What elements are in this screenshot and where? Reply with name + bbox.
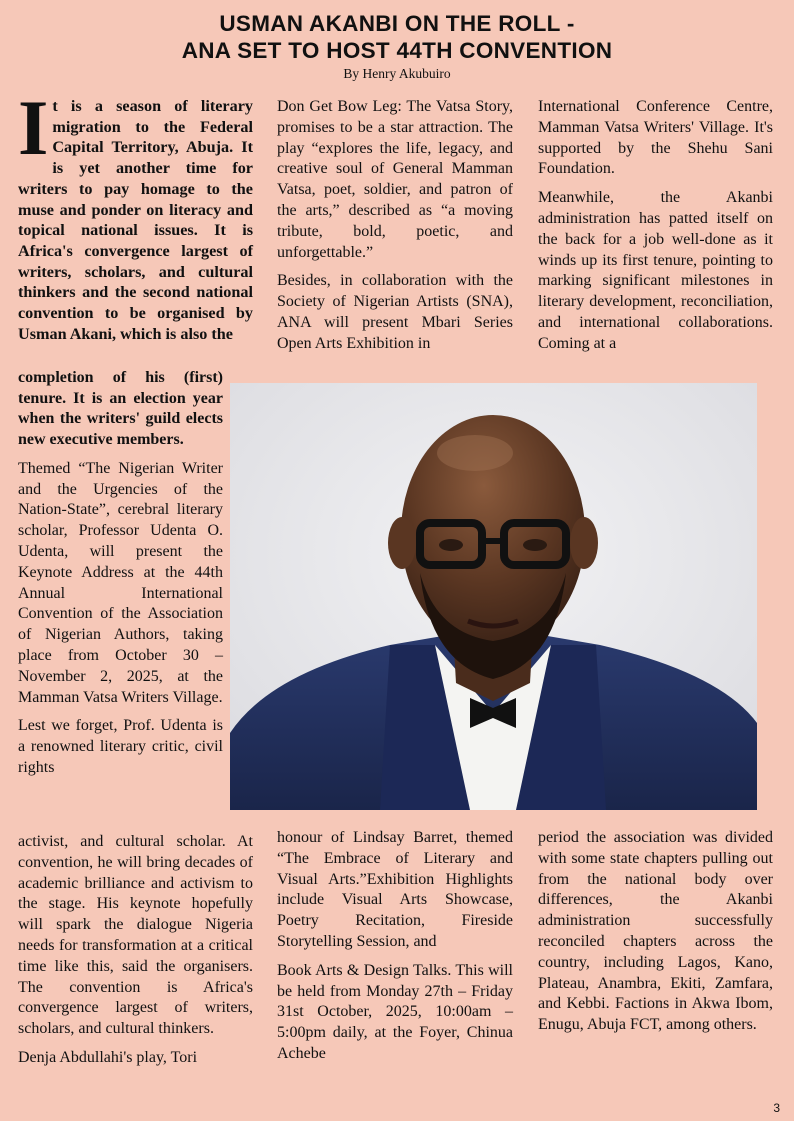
book-arts-paragraph: Book Arts & Design Talks. This will be held from Monday 27th – Friday 31st October, 2025, 10:00am – 5:00pm daily, at the Foyer, Chinua Achebe — [277, 961, 513, 1062]
column-1-narrow — [18, 368, 223, 779]
play-paragraph: Don Get Bow Leg: The Vatsa Story, promises to be a star attraction. The play “explores the life, legacy, and creative soul of General Mamman Vatsa, poet, soldier, and patron of the arts,” described as “a moving tribute, bold, poetic, and unforgettable.” — [277, 98, 513, 261]
venue-paragraph: International Conference Centre, Mamman Vatsa Writers' Village. It's supported by the Shehu Sani Foundation. — [538, 98, 773, 178]
portrait-photo — [230, 383, 757, 810]
page-number: 3 — [773, 1101, 780, 1115]
drop-cap: I — [18, 84, 49, 171]
honour-paragraph: honour of Lindsay Barret, themed “The Embrace of Literary and Visual Arts.”Exhibition Highlights include Visual Arts Showcase, Poetry Recitation, Fireside Storytelling Session, and — [277, 829, 513, 950]
intro-text: t is a season of literary migration to the Federal Capital Territory, Abuja. It is yet another time for writers to pay homage to the muse and ponder on literacy and topical national issues. It is Africa's convergence largest of writers, scholars, and cultural thinkers and the second national convention to be organised by Usman Akani, which is also the — [18, 97, 253, 343]
column-3-top — [538, 97, 773, 363]
administration-paragraph: Meanwhile, the Akanbi administration has patted itself on the back for a job well-done as it winds up its first tenure, pointing to marking significant milestones in literary development, reconciliation, and international collaborations. Coming at a — [538, 189, 773, 352]
column-1-bottom — [18, 832, 253, 1077]
column-1-top — [18, 84, 253, 344]
headline-line-2: ANA SET TO HOST 44TH CONVENTION — [181, 38, 613, 63]
headline-line-1: USMAN AKANBI ON THE ROLL - — [219, 11, 575, 36]
denja-paragraph: Denja Abdullahi's play, Tori — [18, 1048, 198, 1066]
keynote-paragraph: Themed “The Nigerian Writer and the Urgencies of the Nation-State”, cerebral literary scholar, Professor Udenta O. Udenta, will present the Keynote Address at the 44th Annual International Convention of the Association of Nigerian Authors, taking place from October 30 – November 2, 2025, at the Mamman Vatsa Writers Village. — [18, 459, 223, 706]
intro-continued: completion of his (first) tenure. It is an election year when the writers' guild elects new executive members. — [18, 369, 223, 449]
exhibition-paragraph: Besides, in collaboration with the Society of Nigerian Artists (SNA), ANA will present Mbari Series Open Arts Exhibition in — [277, 272, 513, 352]
udenta-paragraph-start: Lest we forget, Prof. Udenta is a renowned literary critic, civil rights — [18, 717, 223, 776]
udenta-paragraph-cont: activist, and cultural scholar. At convention, he will bring decades of academic brilliance and activism to the stage. His keynote hopefully will spark the dialogue Nigeria needs for transformation at a critical time like this, said the organisers. The convention is Africa's convergence largest of writers, scholars, and cultural thinkers. — [18, 833, 253, 1038]
byline: By Henry Akubuiro — [343, 66, 451, 81]
column-2-top — [277, 97, 513, 363]
column-2-bottom — [277, 828, 513, 1073]
reconciliation-paragraph: period the association was divided with some state chapters pulling out from the national body over differences, the Akanbi administration successfully reconciled chapters across the country, including Lagos, Kano, Plateau, Anambra, Ekiti, Zamfara, and Kebbi. Factions in Akwa Ibom, Enugu, Abuja FCT, among others. — [538, 829, 773, 1034]
column-3-bottom — [538, 828, 773, 1044]
